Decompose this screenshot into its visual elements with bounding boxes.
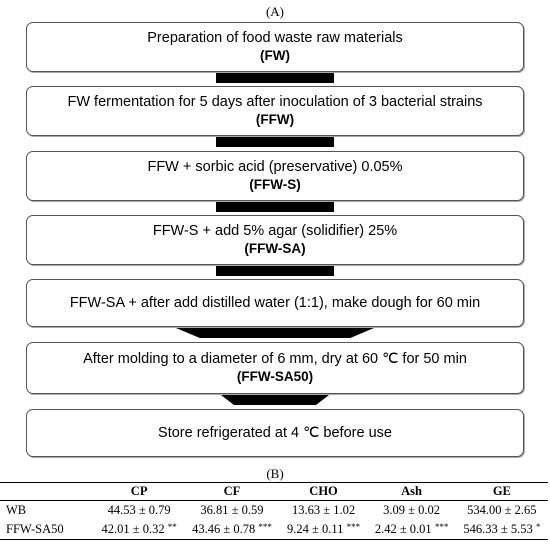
table-cell bbox=[280, 520, 368, 540]
cell-value: 546.33 ± 5.53 bbox=[463, 522, 533, 536]
step-box-2 bbox=[26, 86, 524, 136]
cell-value: 13.63 ± 1.02 bbox=[291, 503, 356, 517]
table-cell bbox=[184, 501, 279, 521]
step-box-7 bbox=[26, 409, 524, 457]
table-header-cho: CHO bbox=[280, 483, 368, 501]
connector-trapezoid-2 bbox=[221, 395, 329, 405]
table-row bbox=[0, 520, 548, 540]
step-5-text: FFW-SA + after add distilled water (1:1), make dough for 60 min bbox=[69, 295, 481, 311]
table-cell bbox=[280, 501, 368, 521]
step-6-code: (FFW-SA50) bbox=[236, 369, 314, 384]
composition-table bbox=[0, 482, 548, 540]
table-cell bbox=[367, 501, 455, 521]
table-cell bbox=[367, 520, 455, 540]
significance-mark: *** bbox=[346, 522, 361, 532]
step-3-code: (FFW-S) bbox=[249, 177, 301, 192]
panel-b-label: (B) bbox=[266, 466, 284, 481]
cell-value: 9.24 ± 0.11 bbox=[287, 522, 344, 536]
step-box-4 bbox=[26, 215, 524, 265]
cell-value: 36.81 ± 0.59 bbox=[200, 503, 264, 517]
significance-mark: *** bbox=[434, 522, 449, 532]
significance-mark: *** bbox=[258, 522, 272, 532]
step-4-text: FFW-S + add 5% agar (solidifier) 25% bbox=[152, 223, 398, 239]
step-4-code: (FFW-SA) bbox=[244, 241, 306, 256]
cell-value: 43.46 ± 0.78 bbox=[192, 522, 256, 536]
row-label-wb: WB bbox=[6, 503, 27, 517]
cell-value: 44.53 ± 0.79 bbox=[107, 503, 171, 517]
step-box-1 bbox=[26, 22, 524, 72]
step-2-text: FW fermentation for 5 days after inoculation of 3 bacterial strains bbox=[67, 94, 483, 110]
connector-bar-1 bbox=[216, 73, 334, 83]
table-header-corner bbox=[0, 483, 94, 501]
step-box-6 bbox=[26, 342, 524, 394]
step-box-3 bbox=[26, 151, 524, 201]
connector-trapezoid-1 bbox=[176, 328, 374, 338]
table-header-ash: Ash bbox=[367, 483, 455, 501]
cell-value: 3.09 ± 0.02 bbox=[383, 503, 440, 517]
connector-bar-2 bbox=[216, 137, 334, 147]
step-6-text: After molding to a diameter of 6 mm, dry at 60 ℃ for 50 min bbox=[83, 351, 467, 367]
connector-bar-3 bbox=[216, 202, 334, 212]
significance-mark: ** bbox=[167, 522, 177, 532]
table-header-row bbox=[0, 483, 548, 501]
table-cell bbox=[456, 520, 548, 540]
step-7-text: Store refrigerated at 4 ℃ before use bbox=[158, 425, 392, 441]
table-cell bbox=[456, 501, 548, 521]
table-header-cf: CF bbox=[184, 483, 279, 501]
cell-value: 42.01 ± 0.32 bbox=[101, 522, 165, 536]
connector-bar-4 bbox=[216, 266, 334, 276]
table-row bbox=[0, 501, 548, 521]
cell-value: 534.00 ± 2.65 bbox=[467, 503, 537, 517]
step-1-code: (FW) bbox=[260, 48, 290, 63]
table-cell bbox=[94, 520, 184, 540]
step-3-text: FFW + sorbic acid (preservative) 0.05% bbox=[147, 159, 403, 175]
table-cell bbox=[184, 520, 279, 540]
cell-value: 2.42 ± 0.01 bbox=[374, 522, 432, 536]
row-label-ffw-sa50: FFW-SA50 bbox=[0, 520, 94, 540]
step-2-code: (FFW) bbox=[255, 112, 295, 127]
step-box-5 bbox=[26, 279, 524, 327]
significance-mark: * bbox=[535, 522, 541, 532]
table-cell bbox=[94, 501, 184, 521]
table-header-ge: GE bbox=[456, 483, 548, 501]
table-header-cp: CP bbox=[94, 483, 184, 501]
step-1-text: Preparation of food waste raw materials bbox=[147, 30, 403, 46]
panel-a-label: (A) bbox=[265, 4, 285, 19]
